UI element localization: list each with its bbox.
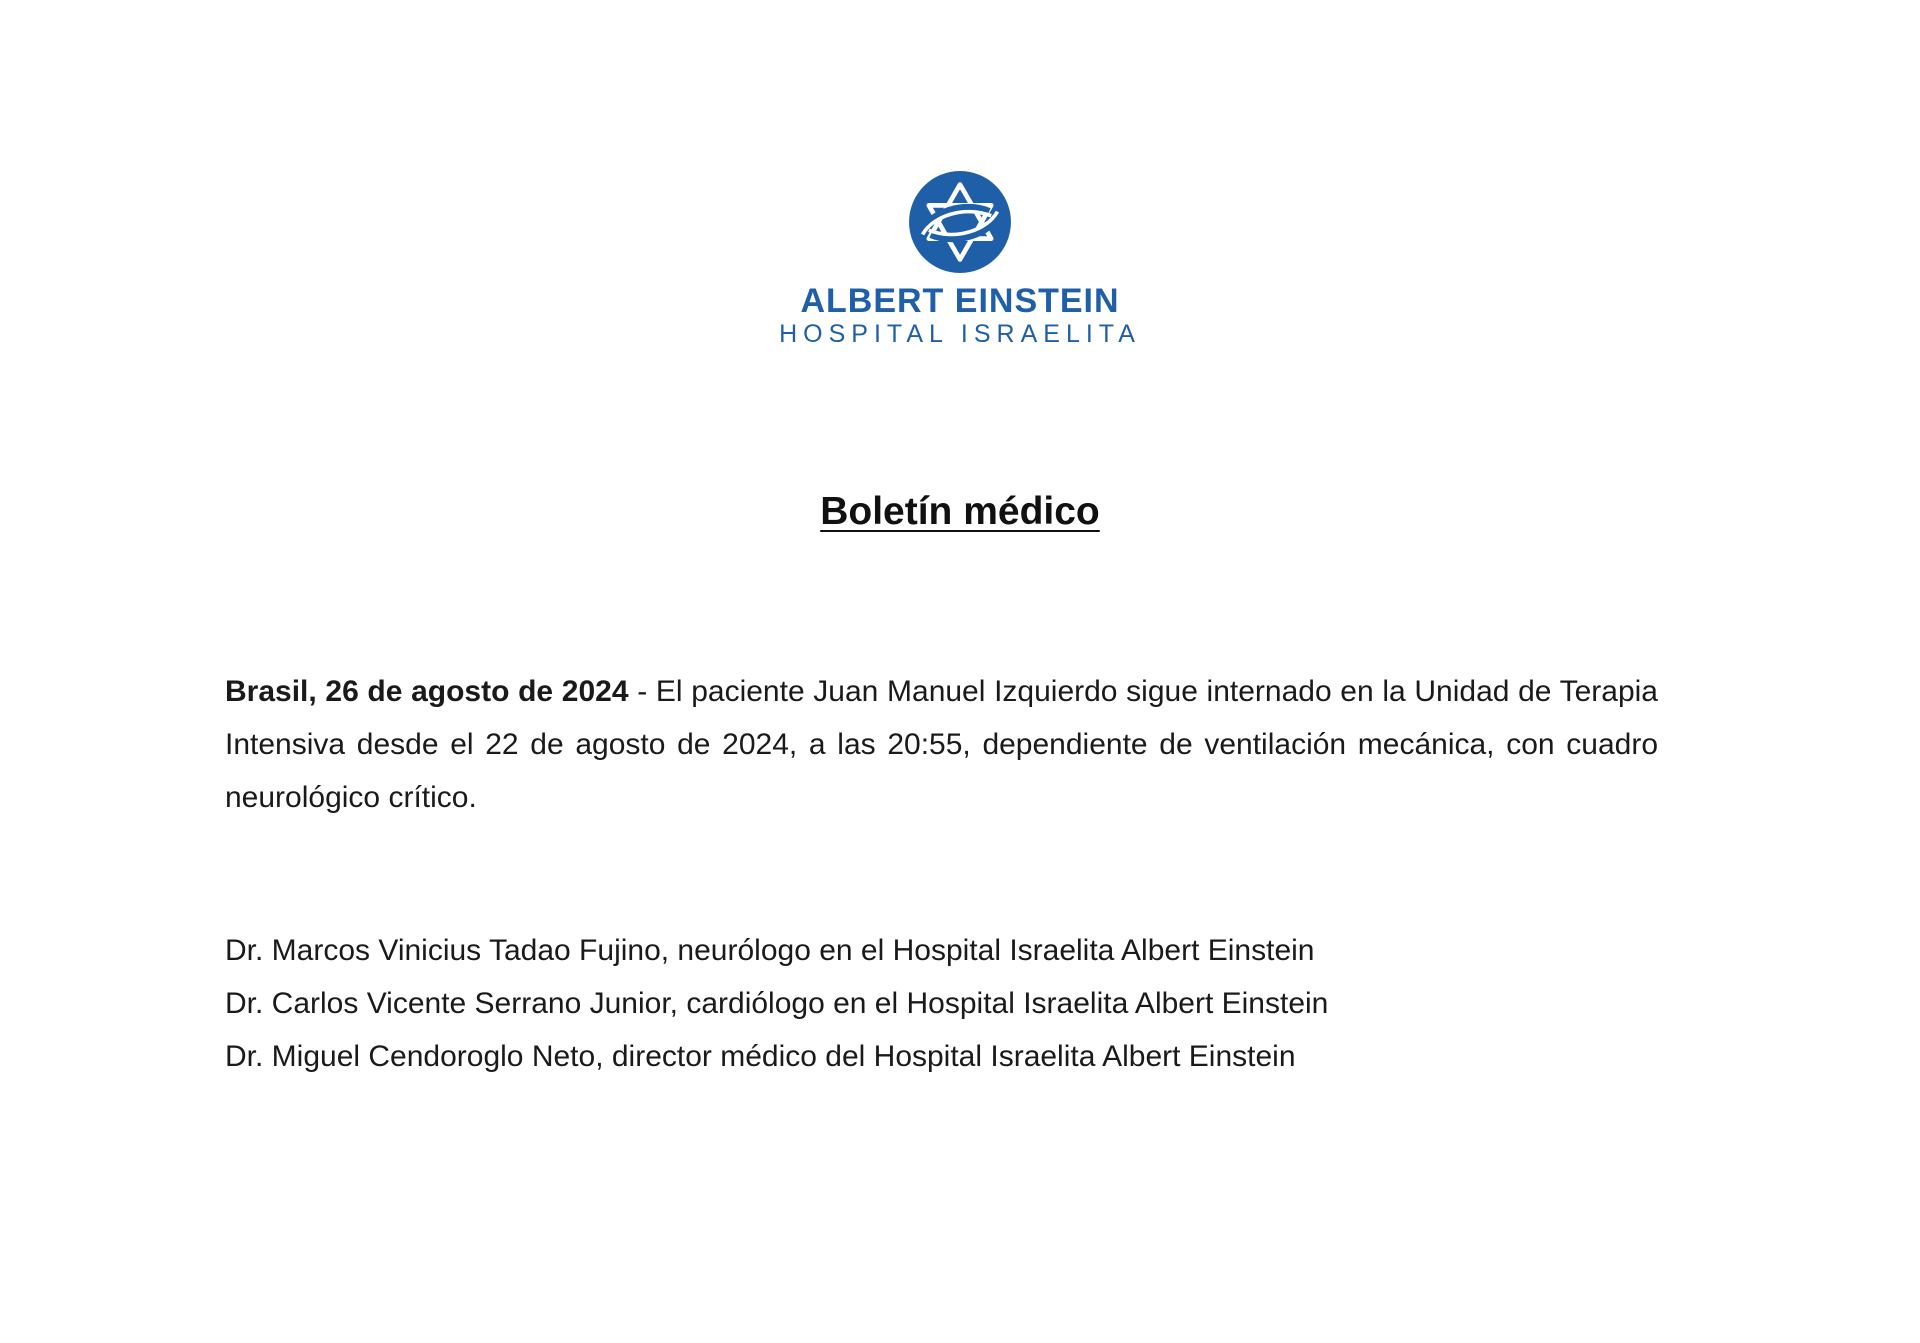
bulletin-text: - El paciente Juan Manuel Izquierdo sigue internado en la Unidad de Terapia Intensiva desde el 22 de agosto de 2024, a las 20:55, dependiente de ventilación mecánica, con cuadro neurológico crítico. bbox=[225, 675, 1658, 814]
page-title: Boletín médico bbox=[820, 490, 1100, 533]
hospital-logo bbox=[0, 170, 1920, 348]
bulletin-paragraph bbox=[225, 665, 1658, 824]
signature-line: Dr. Marcos Vinicius Tadao Fujino, neurólogo en el Hospital Israelita Albert Einstein bbox=[225, 934, 1315, 967]
logo-name: ALBERT EINSTEIN bbox=[800, 282, 1120, 320]
logo-subtitle: HOSPITAL ISRAELITA bbox=[779, 320, 1141, 348]
signature-line: Dr. Miguel Cendoroglo Neto, director médico del Hospital Israelita Albert Einstein bbox=[225, 1040, 1296, 1073]
bulletin-date: Brasil, 26 de agosto de 2024 bbox=[225, 675, 629, 708]
signatures-block bbox=[225, 924, 1725, 1083]
star-of-david-emblem-icon bbox=[908, 170, 1012, 274]
signature-line: Dr. Carlos Vicente Serrano Junior, cardiólogo en el Hospital Israelita Albert Einstein bbox=[225, 987, 1329, 1020]
